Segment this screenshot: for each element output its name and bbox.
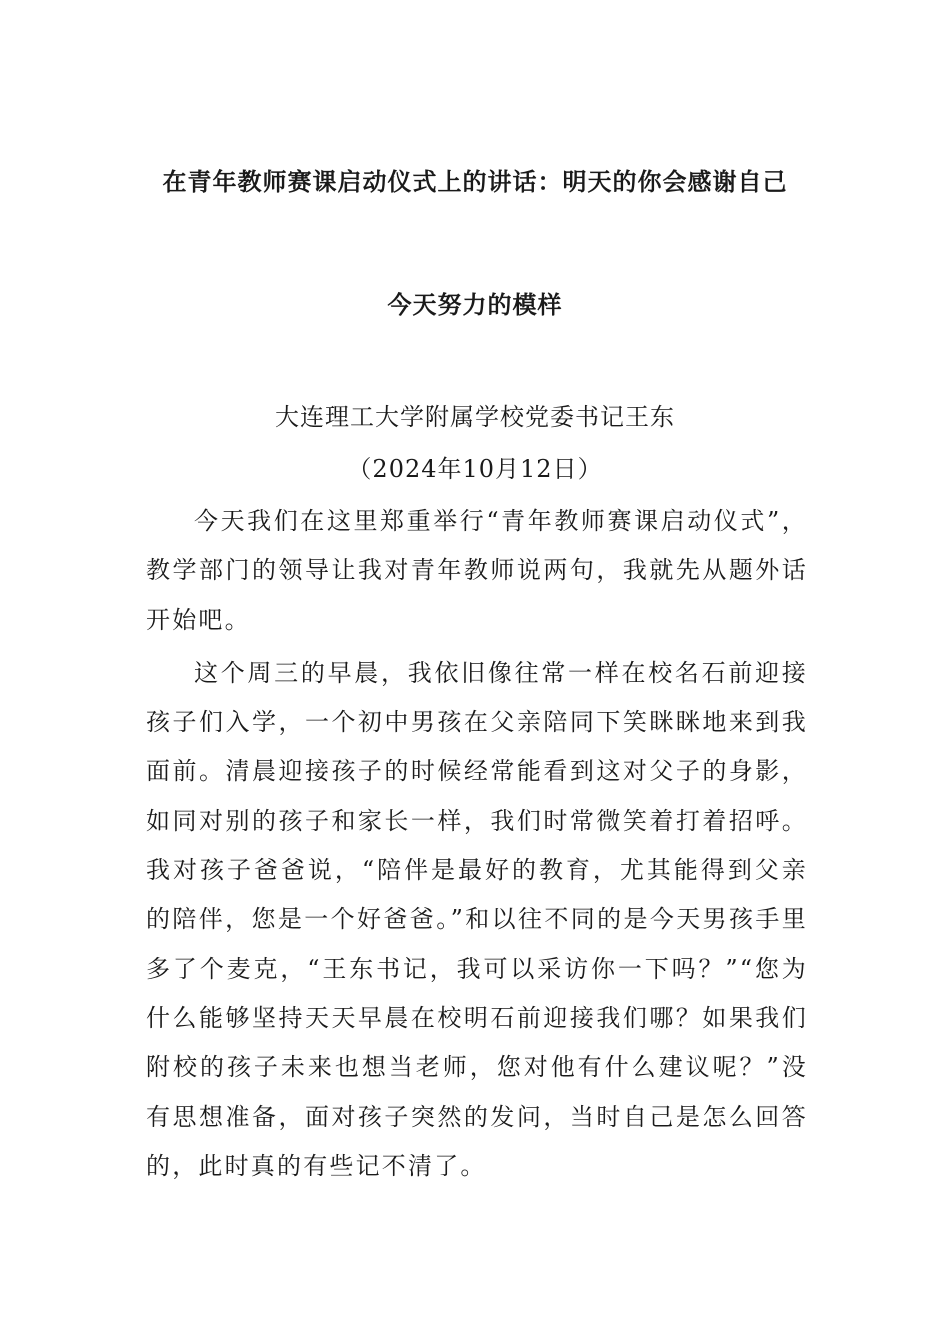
date-line: （2024年10月12日） [347, 455, 603, 483]
author-line: 大连理工大学附属学校党委书记王东 [275, 403, 675, 431]
document-title-line-2: 今天努力的模样 [387, 291, 563, 319]
body-paragraph-1: 今天我们在这里郑重举行“青年教师赛课启动仪式”，教学部门的领导让我对青年教师说两句，我就先从题外话开始吧。 [146, 507, 808, 634]
document-title-line-1: 在青年教师赛课启动仪式上的讲话：明天的你会感谢自己 [162, 168, 788, 196]
body-paragraph-2: 这个周三的早晨，我依旧像往常一样在校名石前迎接孩子们入学，一个初中男孩在父亲陪同下笑眯眯地来到我面前。清晨迎接孩子的时候经常能看到这对父子的身影，如同对别的孩子和家长一样，我们时常微笑着打着招呼。我对孩子爸爸说，“陪伴是最好的教育，尤其能得到父亲的陪伴，您是一个好爸爸。”和以往不同的是今天男孩手里多了个麦克，“王东书记，我可以采访你一下吗？”“您为什么能够坚持天天早晨在校明石前迎接我们哪？如果我们附校的孩子未来也想当老师，您对他有什么建议呢？”没有思想准备，面对孩子突然的发问，当时自己是怎么回答的，此时真的有些记不清了。 [146, 658, 808, 1180]
document-body [146, 497, 808, 1191]
